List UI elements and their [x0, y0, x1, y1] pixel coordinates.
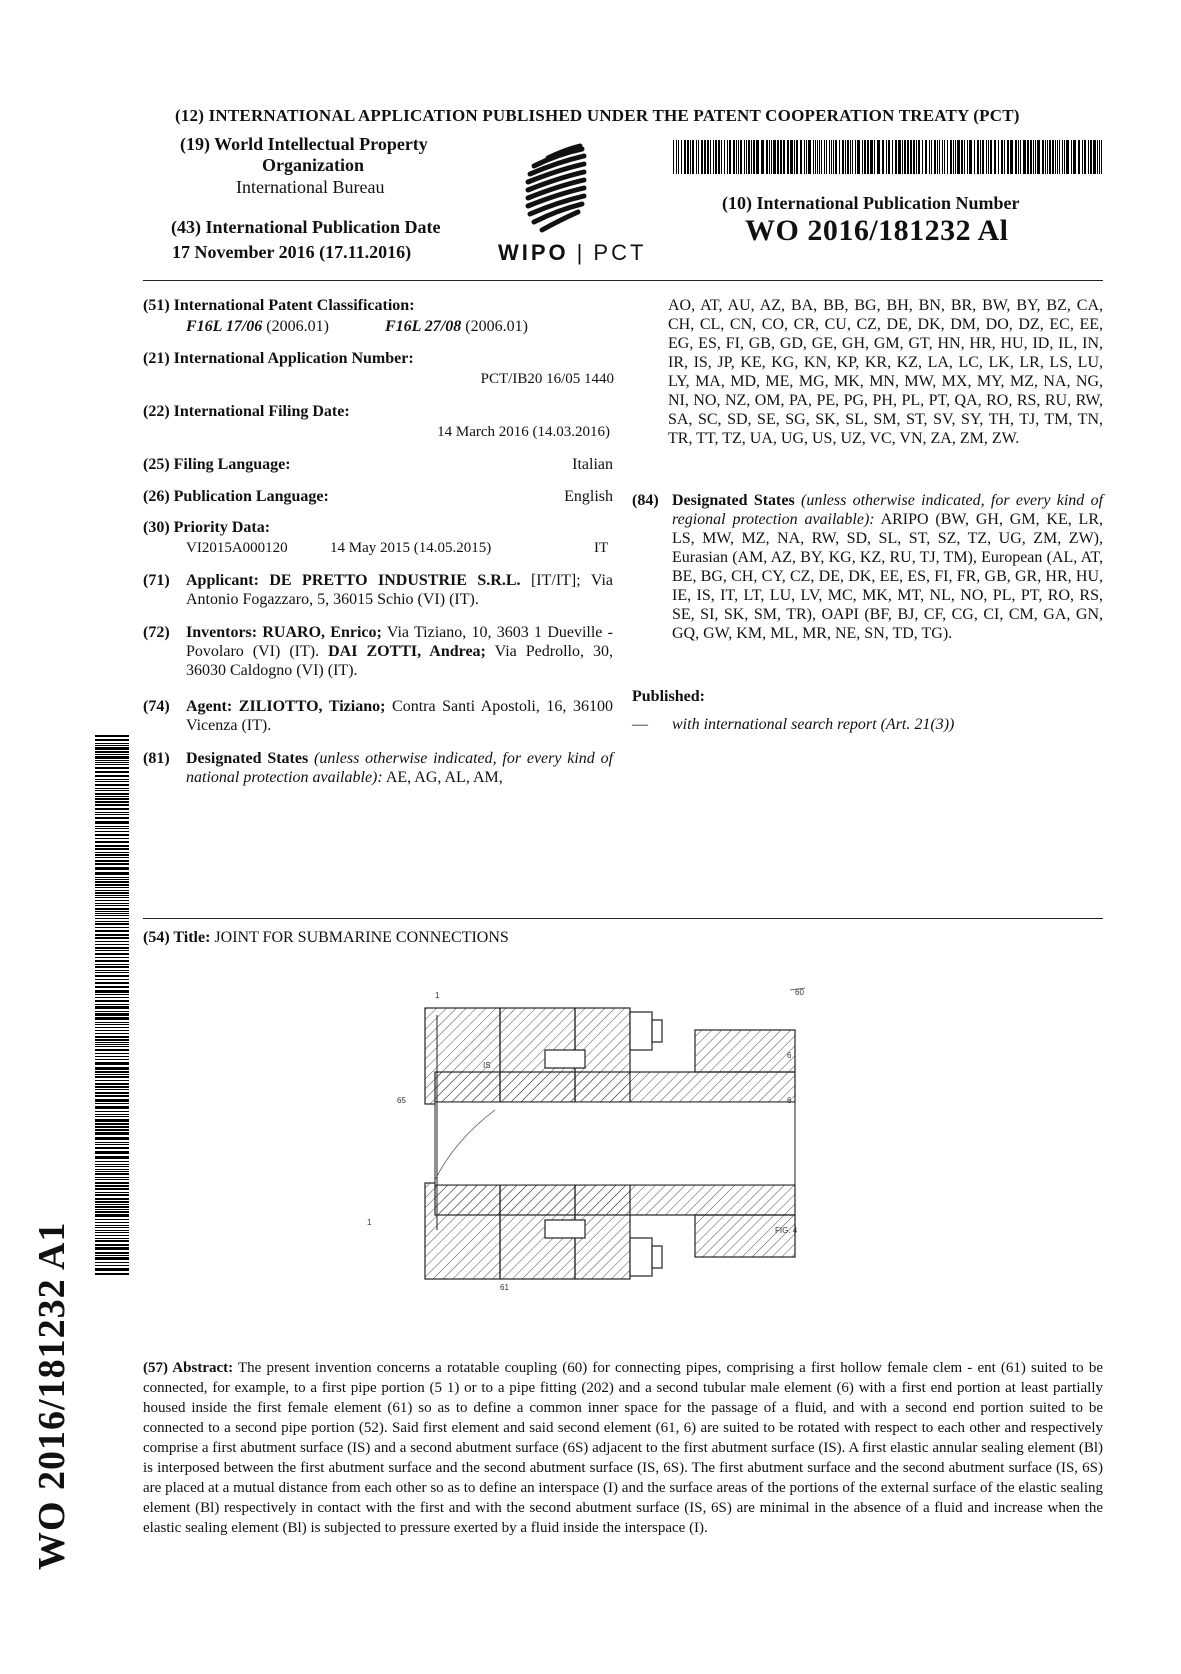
- side-barcode-icon: [95, 735, 129, 1275]
- wipo-logo-icon: [498, 140, 598, 240]
- side-publication-number-text: WO 2016/181232 A1: [31, 1221, 73, 1570]
- publication-date-label: (43) International Publication Date: [171, 217, 441, 237]
- designated-regional-number: (84): [632, 492, 659, 509]
- agent-label: Agent:: [186, 698, 233, 715]
- designated-regional-codes: ARIPO (BW, GH, GM, KE, LR, LS, MW, MZ, NA, RW, SD, SL, ST, SZ, TZ, UG, ZM, ZW), Eurasian (AM, AZ, BY, KG, KZ, RU, TJ, TM), European (AL, AT, BE, BG, CH, CY, CZ, DE, DK, EE, ES, FI, FR, GB, GR, HR, HU, IE, IS, IT, LT, LU, LV, MC, MK, MT, NL, NO, PL, PT, RO, RS, SE, SI, SK, SM, TR), OAPI (BF, BJ, CF, CG, CI, CM, GA, GN, GQ, GW, KM, ML, MR, NE, SN, TD, TG).: [672, 511, 1103, 642]
- top-barcode-icon: [673, 140, 1103, 174]
- inventor-1-name: RUARO, Enrico;: [262, 624, 382, 641]
- publication-number-label: (10) International Publication Number: [722, 193, 1020, 213]
- document-type-heading: (12) INTERNATIONAL APPLICATION PUBLISHED UNDER THE PATENT COOPERATION TREATY (PCT): [175, 106, 1020, 125]
- abstract-block: [143, 1358, 1103, 1538]
- priority-date: 14 May 2015 (14.05.2015): [330, 540, 492, 556]
- ipc-code-1: F16L 17/06: [186, 318, 263, 335]
- ipc-codes: [186, 317, 528, 336]
- applicant-address: [IT/IT]; Via Antonio Fogazzaro, 5, 36015 Schio (VI) (IT).: [186, 572, 613, 608]
- label-is: IS: [483, 1061, 491, 1070]
- invention-title: [143, 928, 509, 947]
- inventor-2-address: Via Pedrollo, 30, 36030 Caldogno (VI) (IT).: [186, 643, 614, 679]
- designated-national-codes: AE, AG, AL, AM,: [385, 769, 503, 786]
- agent-block: [143, 697, 613, 735]
- label-6-bottom: 6: [787, 1096, 792, 1105]
- technical-drawing: [367, 988, 895, 1340]
- filing-language-label: (25) Filing Language:: [143, 456, 291, 473]
- ipc-year-1: (2006.01): [266, 318, 329, 335]
- applicant-block: [143, 571, 613, 609]
- label-61: 61: [500, 1283, 509, 1292]
- publication-number-value: WO 2016/181232 Al: [745, 214, 1009, 247]
- ipc-label: (51) International Patent Classification:: [143, 297, 415, 314]
- agent-name: ZILIOTTO, Tiziano;: [238, 698, 386, 715]
- priority-data-label: (30) Priority Data:: [143, 519, 271, 536]
- inventor-2-name: DAI ZOTTI, Andrea;: [328, 643, 486, 660]
- applicant-label: Applicant:: [186, 572, 259, 589]
- figure-label: FIG. 4: [775, 1226, 798, 1235]
- filing-date-label: (22) International Filing Date:: [143, 403, 350, 420]
- inventor-1-address: Via Tiziano, 10, 3603 1 Dueville - Povolaro (VI) (IT).: [186, 624, 614, 660]
- organization-name-line2: Organization: [262, 155, 364, 175]
- label-6-top: 6: [787, 1051, 792, 1060]
- pct-wordmark: PCT: [593, 240, 647, 265]
- inventors-label: Inventors:: [186, 624, 258, 641]
- publication-language-value: English: [564, 488, 613, 505]
- header-divider: [143, 280, 1103, 281]
- ipc-code-2: F16L 27/08: [384, 318, 462, 335]
- designated-national-label: Designated States: [186, 750, 309, 767]
- abstract-label: (57) Abstract:: [143, 1360, 234, 1376]
- agent-number: (74): [143, 698, 170, 715]
- designated-national-qualifier: (unless otherwise indicated, for every kind of national protection available):: [186, 750, 614, 786]
- wipo-wordmark: WIPO: [498, 240, 569, 265]
- applicant-number: (71): [143, 572, 170, 589]
- inventors-block: [143, 623, 613, 680]
- label-65: 65: [397, 1096, 406, 1105]
- title-value: JOINT FOR SUBMARINE CONNECTIONS: [214, 929, 509, 946]
- title-divider: [143, 918, 1103, 919]
- publication-date-value: 17 November 2016 (17.11.2016): [172, 242, 412, 262]
- published-note: with international search report (Art. 21(3)): [672, 716, 955, 733]
- organization-bureau: International Bureau: [236, 177, 385, 197]
- ipc-year-2: (2006.01): [465, 318, 528, 335]
- organization-name: (19) World Intellectual Property: [180, 134, 428, 154]
- application-number-label: (21) International Application Number:: [143, 350, 414, 367]
- label-60: 60: [795, 988, 804, 997]
- label-1-bottom: 1: [367, 1218, 372, 1227]
- applicant-name: DE PRETTO INDUSTRIE S.R.L.: [269, 572, 521, 589]
- published-label: Published:: [632, 688, 705, 705]
- designated-national-codes-continued: AO, AT, AU, AZ, BA, BB, BG, BH, BN, BR, BW, BY, BZ, CA, CH, CL, CN, CO, CR, CU, CZ, DE, DK, DM, DO, DZ, EC, EE, EG, ES, FI, GB, GD, GE, GH, GM, GT, HN, HR, HU, ID, IL, IN, IR, IS, JP, KE, KG, KN, KP, KR, KZ, LA, LC, LK, LR, LS, LU, LY, MA, MD, ME, MG, MK, MN, MW, MX, MY, MZ, NA, NG, NI, NO, NZ, OM, PA, PE, PG, PH, PL, PT, QA, RO, RS, RU, RW, SA, SC, SD, SE, SG, SK, SL, SM, ST, SV, SY, TH, TJ, TM, TN, TR, TT, TZ, UA, UG, US, UZ, VC, VN, ZA, ZM, ZW.: [668, 297, 1103, 447]
- abstract-text: The present invention concerns a rotatable coupling (60) for connecting pipes, comprising a first hollow female clem - ent (61) suited to be connected, for example, to a first pipe portion (5 1) or to a pipe fitting (202) and a second tubular male element (6) with a first end portion at least partially housed inside the first female element (61) so as to define a common inner space for the passage of a fluid, and with a second end portion suited to be connected to a second pipe portion (52). Said first element and said second element (61, 6) are suited to be rotated with respect to each other and respectively comprise a first abutment surface (IS) and a second abutment surface (6S) adjacent to the first abutment surface (IS). A first elastic annular sealing element (Bl) is interposed between the first abutment surface and the second abutment surface (IS, 6S). The first abutment surface and the second abutment surface (IS, 6S) are placed at a mutual distance from each other so as to define an interspace (I) and the surface areas of the portions of the external surface of the elastic sealing element (Bl) respectively in contact with the first and with the second abutment surface (IS, 6S) are minimal in the absence of a fluid and increase when the elastic sealing element (Bl) is subjected to pressure exerted by a fluid inside the interspace (I).: [143, 1360, 1103, 1536]
- inventors-number: (72): [143, 624, 170, 641]
- designated-states-national-block: [143, 749, 613, 787]
- priority-country: IT: [594, 540, 609, 556]
- filing-date-value: 14 March 2016 (14.03.2016): [437, 424, 610, 440]
- label-1-top: 1: [435, 991, 440, 1000]
- wipo-pct-wordmark: WIPO | PCT: [498, 240, 647, 265]
- application-number-value: PCT/IB20 16/05 1440: [480, 371, 614, 387]
- designated-regional-qualifier: (unless otherwise indicated, for every kind of regional protection available):: [672, 492, 1104, 528]
- designated-national-number: (81): [143, 750, 170, 767]
- filing-language-value: Italian: [572, 456, 613, 473]
- published-dash: —: [632, 716, 648, 733]
- priority-number: VI2015A000120: [186, 540, 288, 556]
- title-label: (54) Title:: [143, 929, 211, 946]
- designated-regional-label: Designated States: [672, 492, 795, 509]
- publication-language-label: (26) Publication Language:: [143, 488, 329, 505]
- designated-states-regional-block: [632, 491, 1103, 643]
- agent-address: Contra Santi Apostoli, 16, 36100 Vicenza (IT).: [186, 698, 613, 734]
